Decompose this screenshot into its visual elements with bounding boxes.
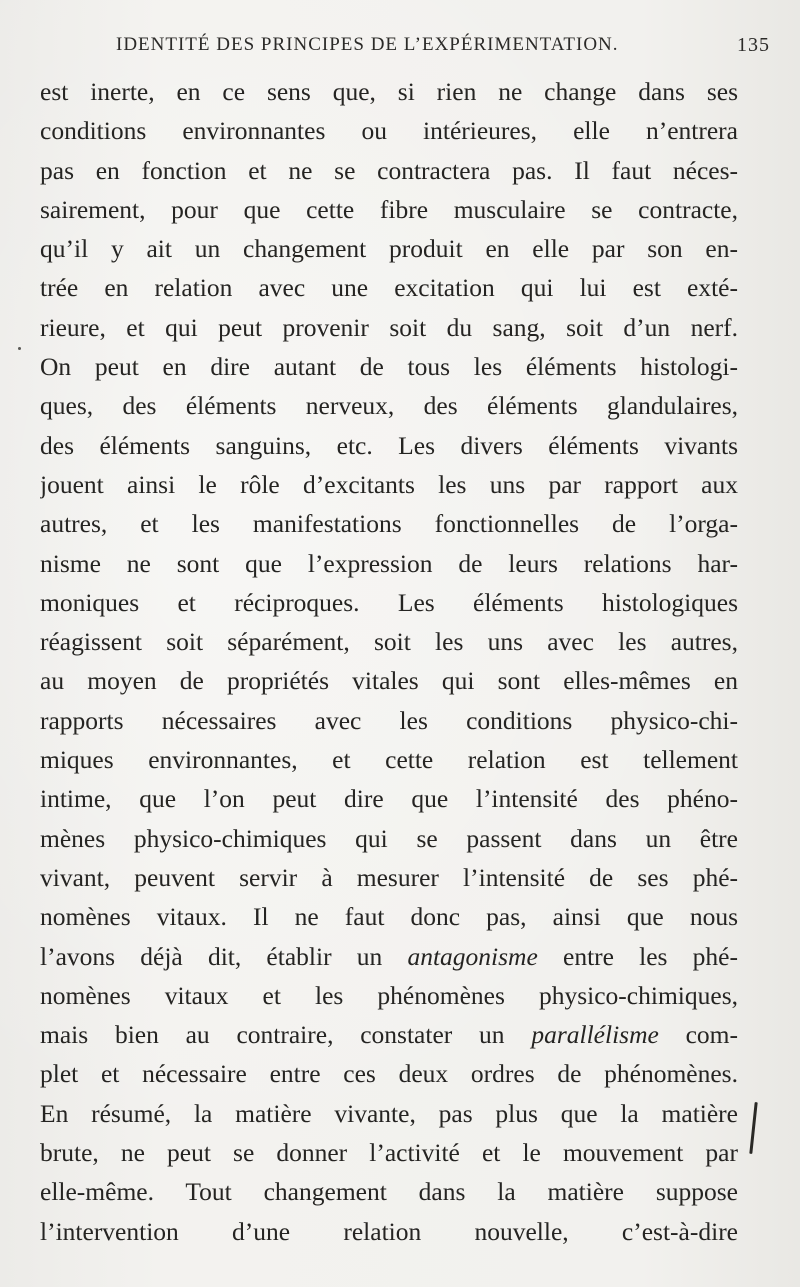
text-line-24: nomènes vitaux et les phénomènes physico-chimiques, — [40, 980, 738, 1010]
text-line-3: pas en fonction et ne se contractera pas. Il faut néces- — [40, 155, 738, 185]
text-line-6: trée en relation avec une excitation qui lui est exté- — [40, 273, 738, 303]
text-line-29: elle-même. Tout changement dans la matière suppose — [40, 1177, 738, 1207]
emphasis-parallelisme: parallélisme — [531, 1020, 659, 1050]
text-line-13: nisme ne sont que l’expression de leurs relations har- — [40, 548, 738, 578]
text-line-21: vivant, peuvent servir à mesurer l’intensité de ses phé- — [40, 862, 738, 892]
text-line-7: rieure, et qui peut provenir soit du sang, soit d’un nerf. — [40, 312, 738, 342]
text-line-23-start: l’avons déjà dit, établir un — [40, 941, 408, 971]
text-line-14: moniques et réciproques. Les éléments histologiques — [40, 587, 738, 617]
text-line-30: l’intervention d’une relation nouvelle, c’est-à-dire — [40, 1216, 738, 1246]
text-line-9: ques, des éléments nerveux, des éléments glandulaires, — [40, 391, 738, 421]
text-line-17: rapports nécessaires avec les conditions physico-chi- — [40, 705, 738, 735]
text-line-23 — [40, 937, 738, 976]
text-line-25-start: mais bien au contraire, constater un — [40, 1020, 532, 1050]
emphasis-antagonisme: antagonisme — [407, 941, 538, 971]
running-head: IDENTITÉ DES PRINCIPES DE L’EXPÉRIMENTATION. — [116, 34, 619, 55]
page-number: 135 — [737, 34, 770, 56]
text-line-18: miques environnantes, et cette relation est tellement — [40, 745, 738, 775]
text-line-12: autres, et les manifestations fonctionnelles de l’orga- — [40, 509, 738, 539]
text-line-1: est inerte, en ce sens que, si rien ne change dans ses — [40, 77, 738, 106]
text-line-23-end: entre les phé- — [537, 941, 738, 971]
text-line-22: nomènes vitaux. Il ne faut donc pas, ainsi que nous — [40, 902, 738, 932]
text-line-25 — [40, 1015, 738, 1054]
text-line-25-end: com- — [658, 1020, 738, 1050]
margin-dot — [18, 347, 21, 350]
text-line-5: qu’il y ait un changement produit en elle par son en- — [40, 234, 738, 264]
body-text — [40, 72, 738, 1251]
page-header — [40, 34, 770, 62]
text-line-8: On peut en dire autant de tous les éléments histologi- — [40, 352, 738, 382]
text-line-2: conditions environnantes ou intérieures, elle n’entrera — [40, 116, 738, 146]
text-line-26: plet et nécessaire entre ces deux ordres de phénomènes. — [40, 1059, 738, 1089]
text-line-28: brute, ne peut se donner l’activité et le mouvement par — [40, 1138, 738, 1168]
text-line-19: intime, que l’on peut dire que l’intensité des phéno- — [40, 784, 738, 814]
text-line-16: au moyen de propriétés vitales qui sont elles-mêmes en — [40, 666, 738, 696]
text-line-4: sairement, pour que cette fibre musculaire se contracte, — [40, 194, 738, 224]
text-line-15: réagissent soit séparément, soit les uns avec les autres, — [40, 627, 738, 657]
margin-pencil-mark — [749, 1102, 757, 1154]
text-line-11: jouent ainsi le rôle d’excitants les uns par rapport aux — [40, 469, 738, 499]
text-line-20: mènes physico-chimiques qui se passent dans un être — [40, 823, 738, 853]
text-line-27: En résumé, la matière vivante, pas plus que la matière — [40, 1098, 738, 1128]
text-line-10: des éléments sanguins, etc. Les divers éléments vivants — [40, 430, 738, 460]
